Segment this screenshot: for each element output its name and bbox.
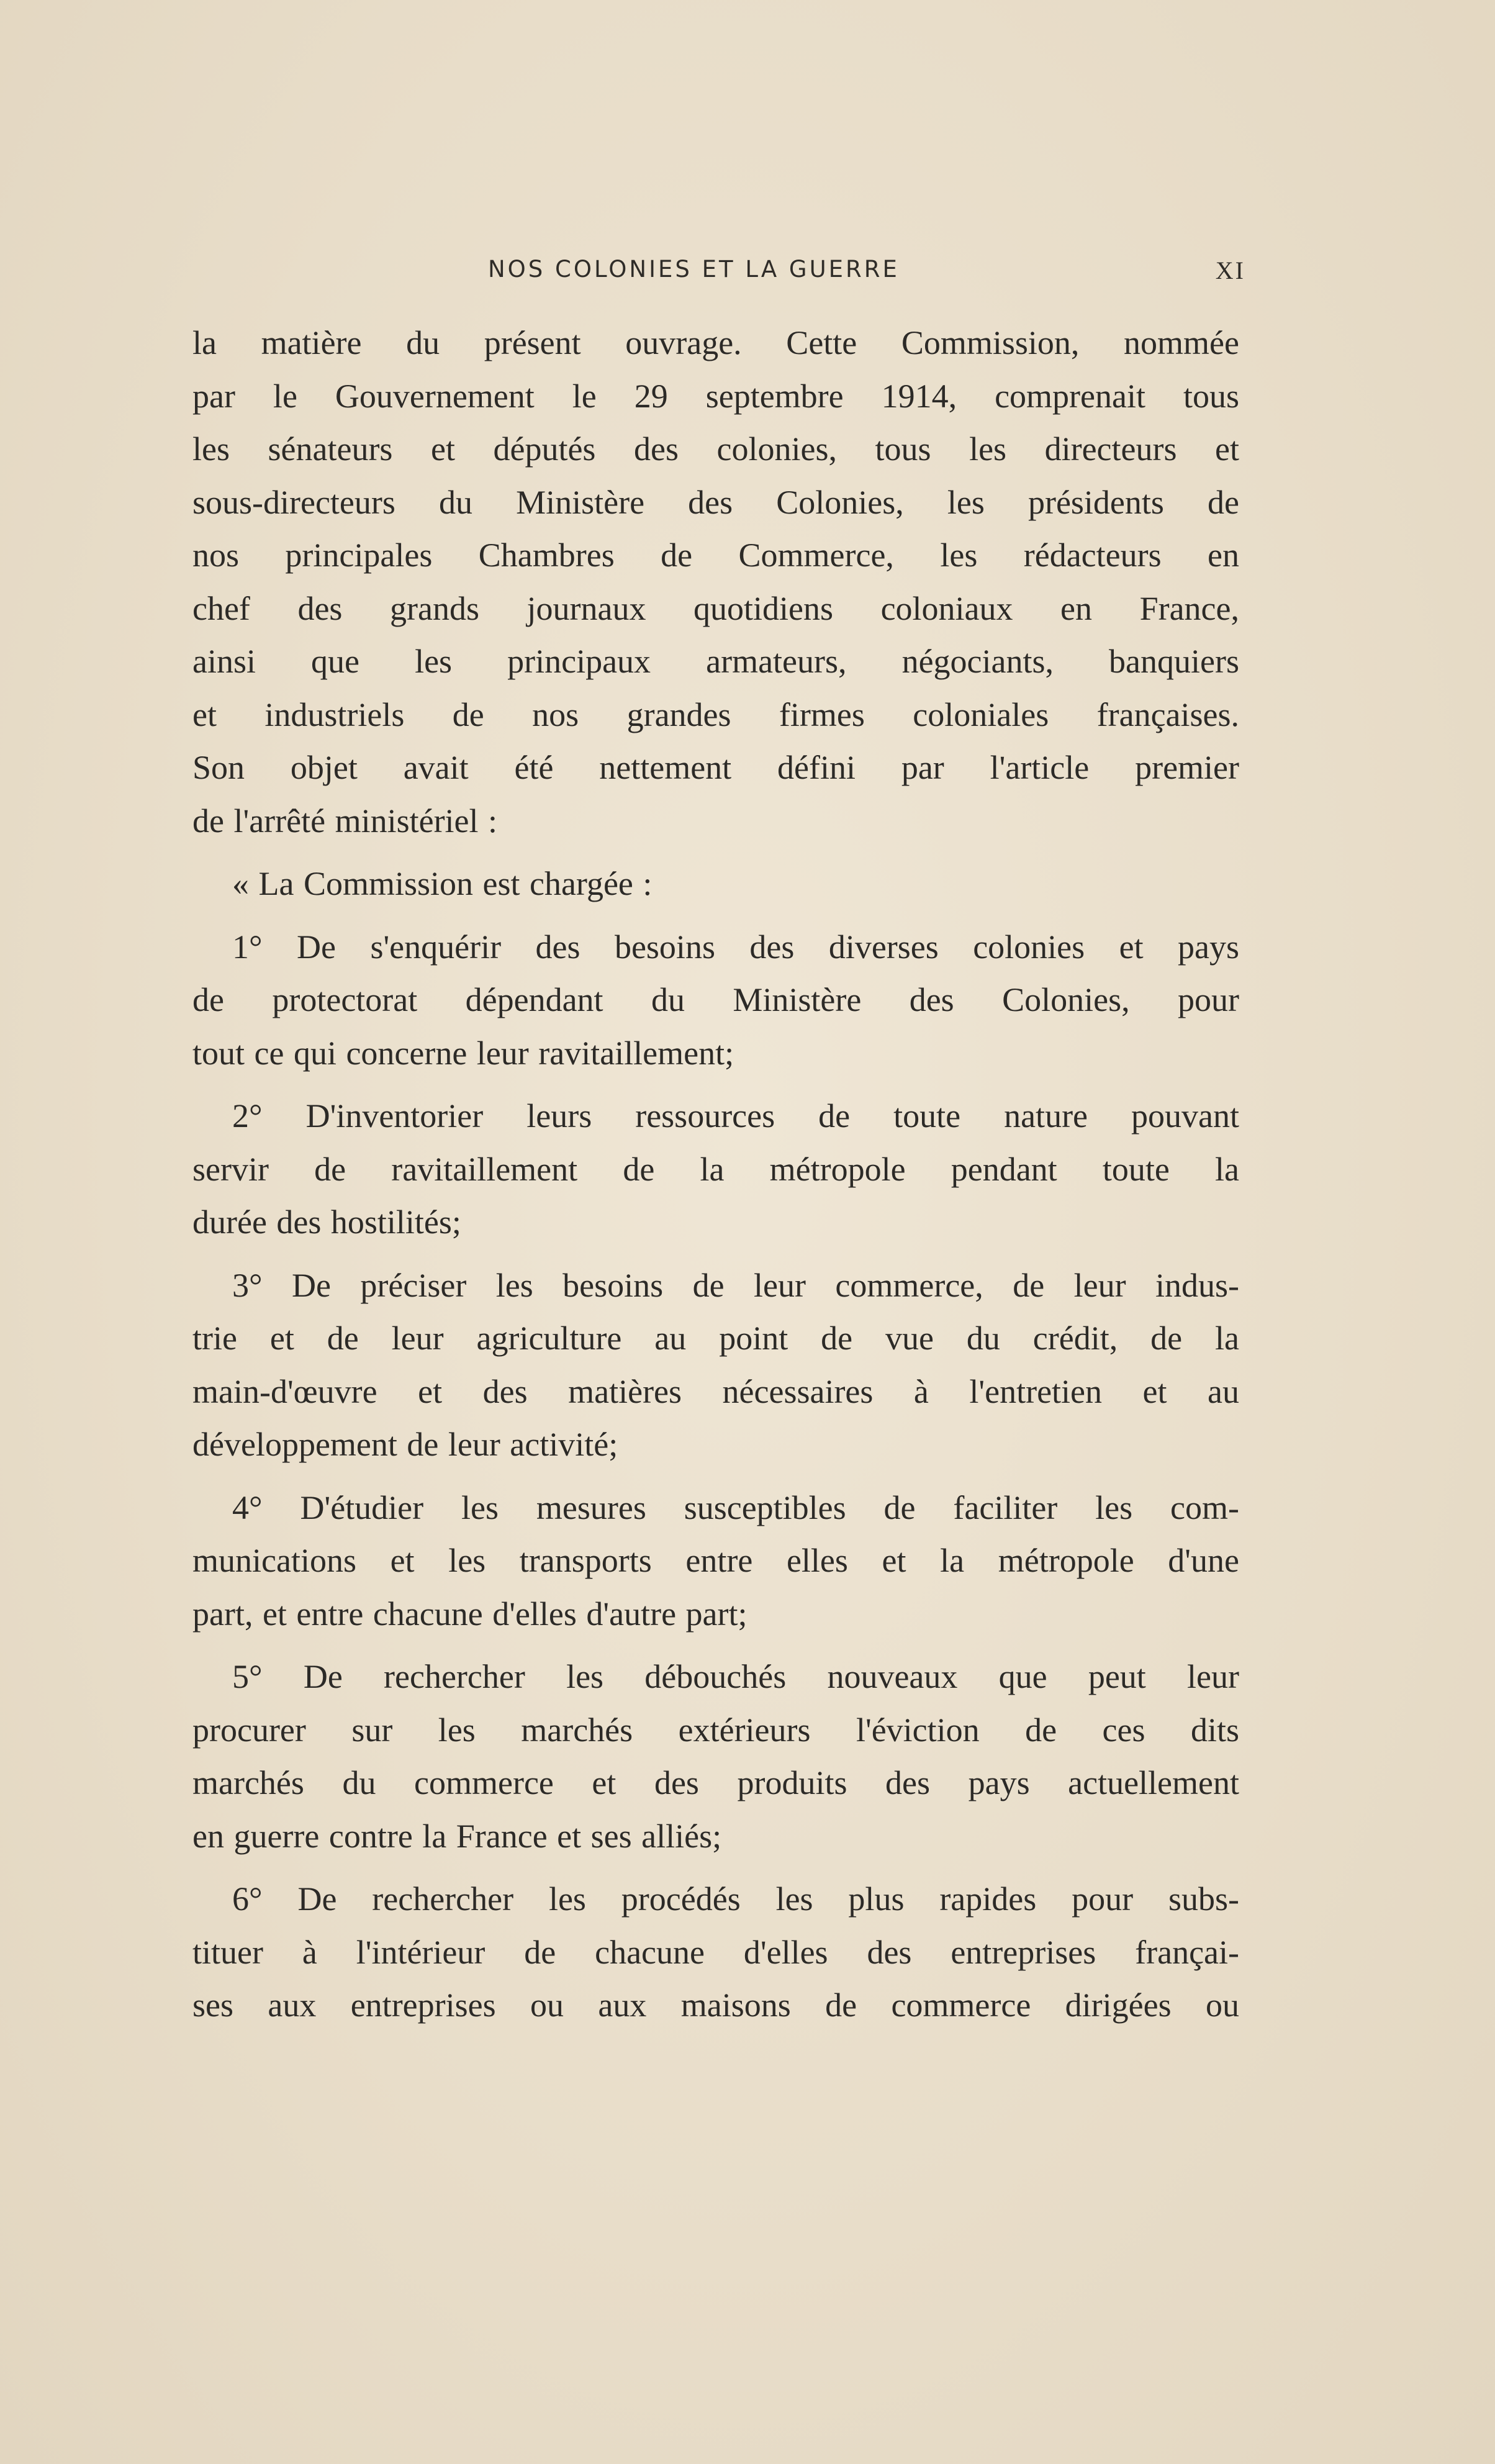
text-line: chef des grands journaux quotidiens coloniaux en France, — [192, 589, 1239, 627]
text-line: munications et les transports entre elles et la métropole d'une — [192, 1542, 1239, 1579]
text-line: tout ce qui concerne leur ravitaillement; — [192, 1034, 734, 1072]
text-line: servir de ravitaillement de la métropole pendant toute la — [192, 1150, 1239, 1188]
text-line: de protectorat dépendant du Ministère des Colonies, pour — [192, 981, 1239, 1018]
text-line: les sénateurs et députés des colonies, tous les directeurs et — [192, 430, 1239, 468]
text-line: ses aux entreprises ou aux maisons de commerce dirigées ou — [192, 1986, 1239, 2024]
text-line: ainsi que les principaux armateurs, négociants, banquiers — [192, 643, 1239, 680]
text-line: par le Gouvernement le 29 septembre 1914, comprenait tous — [192, 377, 1239, 415]
paragraph — [192, 1651, 1239, 1863]
text-line: sous-directeurs du Ministère des Colonies, les présidents de — [192, 483, 1239, 521]
paragraph — [192, 1482, 1239, 1641]
running-title: NOS COLONIES ET LA GUERRE — [488, 256, 900, 283]
paragraph — [192, 1873, 1239, 2032]
text-line: tituer à l'intérieur de chacune d'elles des entreprises françai- — [192, 1933, 1239, 1971]
text-line: nos principales Chambres de Commerce, les rédacteurs en — [192, 537, 1239, 574]
text-line: 1° De s'enquérir des besoins des diverses colonies et pays — [232, 928, 1239, 966]
text-line: 2° D'inventorier leurs ressources de toute nature pouvant — [232, 1097, 1239, 1135]
text-line: développement de leur activité; — [192, 1426, 618, 1463]
text-line: 6° De rechercher les procédés les plus rapides pour subs- — [232, 1880, 1239, 1918]
text-line: 4° D'étudier les mesures susceptibles de faciliter les com- — [232, 1488, 1239, 1526]
text-line: « La Commission est chargée : — [232, 865, 653, 902]
paragraph — [192, 1090, 1239, 1249]
text-line: durée des hostilités; — [192, 1203, 461, 1241]
page-number: XI — [1215, 256, 1245, 284]
text-line: et industriels de nos grandes firmes coloniales françaises. — [192, 695, 1239, 733]
text-line: trie et de leur agriculture au point de vue du crédit, de la — [192, 1320, 1239, 1357]
text-line: Son objet avait été nettement défini par l'article premier — [192, 749, 1239, 786]
text-line: en guerre contre la France et ses alliés; — [192, 1817, 722, 1855]
paragraph — [192, 1259, 1239, 1472]
text-line: la matière du présent ouvrage. Cette Commission, nommée — [192, 324, 1239, 361]
body-text — [192, 317, 1239, 2032]
text-line: de l'arrêté ministériel : — [192, 802, 498, 840]
running-head — [190, 256, 1245, 293]
text-line: 5° De rechercher les débouchés nouveaux que peut leur — [232, 1658, 1239, 1695]
paragraph — [192, 921, 1239, 1080]
paragraph — [192, 858, 1239, 911]
text-line: procurer sur les marchés extérieurs l'éviction de ces dits — [192, 1711, 1239, 1749]
text-line: 3° De préciser les besoins de leur commerce, de leur indus- — [232, 1266, 1239, 1304]
text-line: marchés du commerce et des produits des pays actuellement — [192, 1764, 1239, 1801]
text-line: part, et entre chacune d'elles d'autre part; — [192, 1595, 747, 1633]
paragraph — [192, 317, 1239, 848]
text-line: main-d'œuvre et des matières nécessaires à l'entretien et au — [192, 1372, 1239, 1410]
